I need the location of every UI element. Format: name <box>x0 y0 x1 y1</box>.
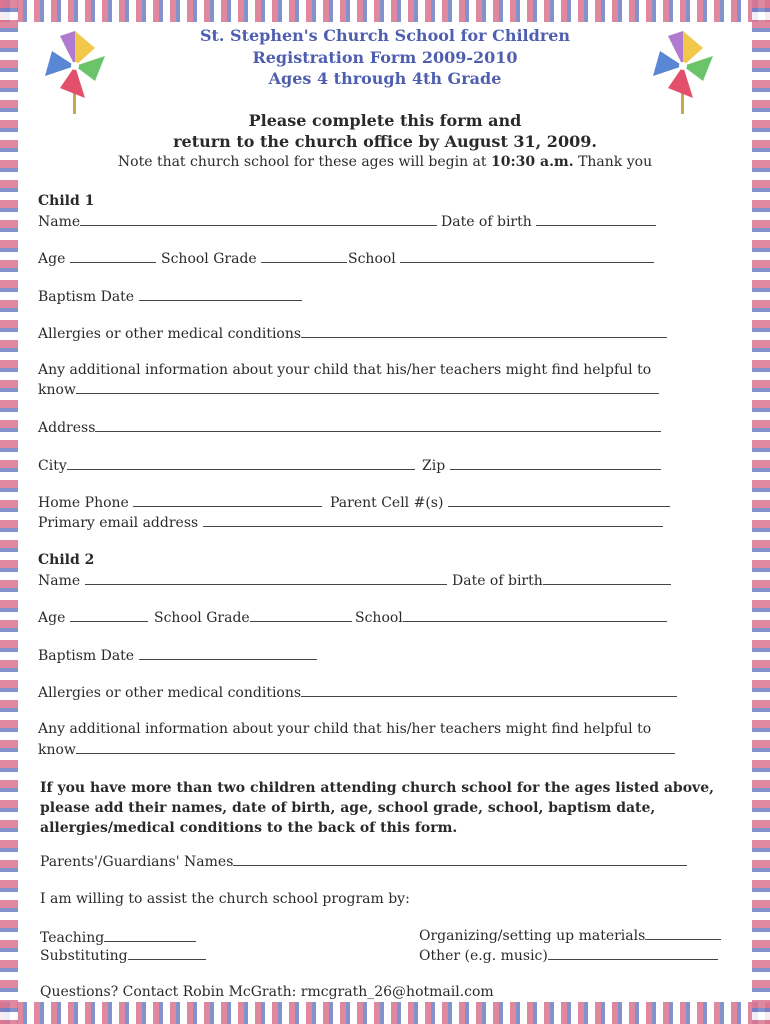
teaching-field[interactable]: Teaching <box>40 929 196 946</box>
more-children-note: If you have more than two children attending church school for the ages listed above, please add their names, date of birth, age, school grade, school, baptism date, allergies/medical conditions to the back of this form. <box>40 780 714 836</box>
age-range: Ages 4 through 4th Grade <box>268 69 502 88</box>
child1-age-field[interactable]: Age <box>38 250 156 267</box>
contact-line: Questions? Contact Robin McGrath: rmcgrath_26@hotmail.com <box>40 984 494 1000</box>
other-field[interactable]: Other (e.g. music) <box>419 947 718 964</box>
email-field[interactable]: Primary email address <box>38 514 663 531</box>
decorative-border-bottom <box>0 1002 770 1024</box>
instruction-line-2: return to the church office by August 31, 2009. <box>173 132 597 151</box>
start-time-note: Note that church school for these ages will begin at 10:30 a.m. Thank you <box>117 154 653 170</box>
child2-school-field[interactable]: School <box>355 609 667 626</box>
child2-grade-field[interactable]: School Grade <box>154 609 352 626</box>
child2-additional-info-label: Any additional information about your child that his/her teachers might find helpful to <box>38 721 652 737</box>
child1-dob-field[interactable]: Date of birth <box>441 213 656 230</box>
assist-intro: I am willing to assist the church school program by: <box>40 891 410 907</box>
child2-baptism-field[interactable]: Baptism Date <box>38 647 317 664</box>
child2-heading: Child 2 <box>38 552 95 568</box>
child1-grade-field[interactable]: School Grade <box>161 250 347 267</box>
instruction-line-1: Please complete this form and <box>248 111 522 130</box>
organizing-field[interactable]: Organizing/setting up materials <box>419 927 721 944</box>
guardians-names-field[interactable]: Parents'/Guardians' Names <box>40 853 687 870</box>
zip-field[interactable]: Zip <box>422 457 661 474</box>
form-subtitle: Registration Form 2009-2010 <box>252 48 518 67</box>
child1-school-field[interactable]: School <box>348 250 654 267</box>
child1-allergies-field[interactable]: Allergies or other medical conditions <box>38 325 667 342</box>
child1-additional-info-label: Any additional information about your child that his/her teachers might find helpful to <box>38 362 652 378</box>
child2-age-field[interactable]: Age <box>38 609 148 626</box>
child1-baptism-field[interactable]: Baptism Date <box>38 288 302 305</box>
child2-name-field[interactable]: Name <box>38 572 447 589</box>
child2-additional-info-field[interactable]: know <box>38 741 675 758</box>
child1-additional-info-field[interactable]: know <box>38 381 659 398</box>
decorative-border-top <box>0 0 770 22</box>
home-phone-field[interactable]: Home Phone <box>38 494 322 511</box>
child2-dob-field[interactable]: Date of birth <box>452 572 671 589</box>
child1-heading: Child 1 <box>38 193 95 209</box>
city-field[interactable]: City <box>38 457 415 474</box>
substituting-field[interactable]: Substituting <box>40 947 206 964</box>
parent-cell-field[interactable]: Parent Cell #(s) <box>330 494 670 511</box>
address-field[interactable]: Address <box>38 419 661 436</box>
child1-name-field[interactable]: Name <box>38 213 437 230</box>
form-title: St. Stephen's Church School for Children <box>199 26 571 45</box>
child2-allergies-field[interactable]: Allergies or other medical conditions <box>38 684 677 701</box>
